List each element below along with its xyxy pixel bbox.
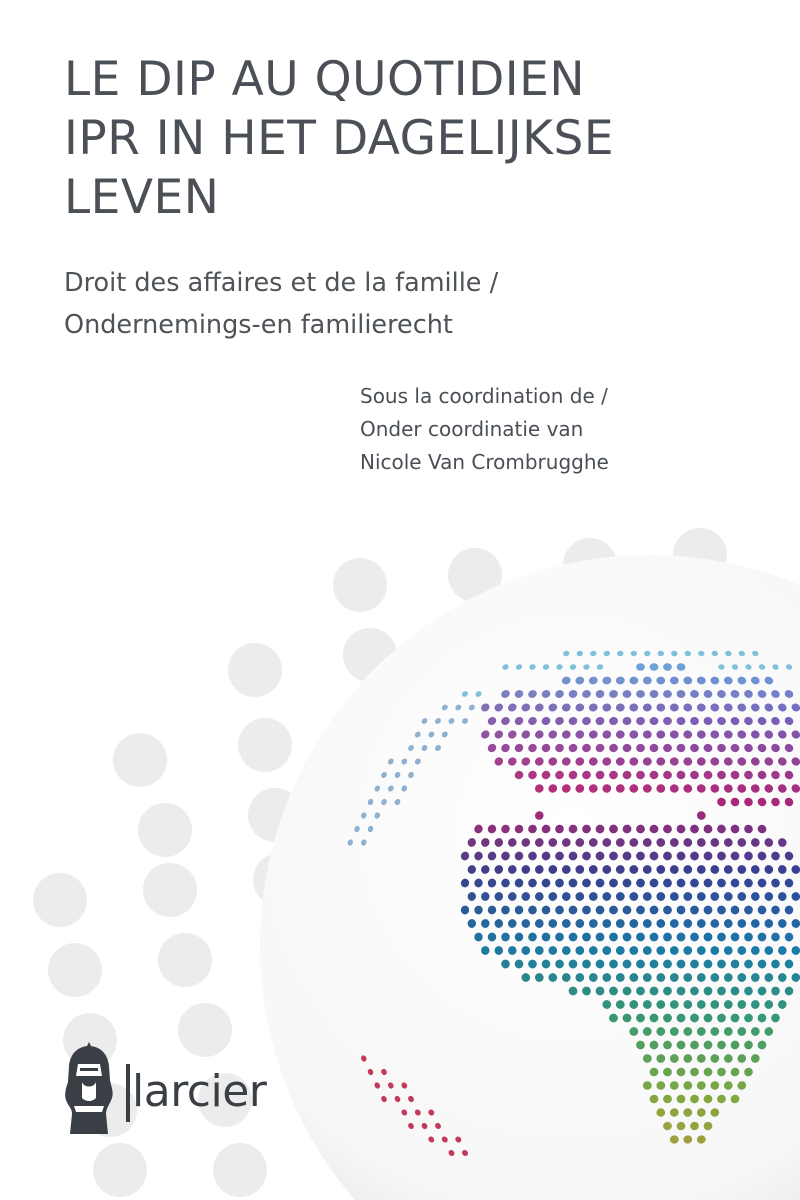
- coordination-credit: [360, 380, 780, 479]
- coordination-line-2: Onder coordinatie van: [360, 417, 584, 441]
- book-title: [64, 50, 784, 227]
- knight-emblem-icon: [58, 1042, 120, 1138]
- coordination-line-1: Sous la coordination de /: [360, 384, 608, 408]
- logo-divider: [126, 1064, 130, 1122]
- subtitle-line-2: Ondernemings-en familierecht: [64, 310, 453, 340]
- globe-sphere: [260, 555, 800, 1200]
- publisher-logo: [58, 1042, 298, 1142]
- subtitle-line-1: Droit des affaires et de la famille /: [64, 268, 499, 298]
- title-line-2: IPR IN HET DAGELIJKSE: [64, 111, 615, 166]
- publisher-name: larcier: [132, 1066, 267, 1117]
- title-line-3: LEVEN: [64, 170, 220, 225]
- editor-name: Nicole Van Crombrugghe: [360, 450, 609, 474]
- book-subtitle: [64, 262, 784, 346]
- title-line-1: LE DIP AU QUOTIDIEN: [64, 52, 586, 107]
